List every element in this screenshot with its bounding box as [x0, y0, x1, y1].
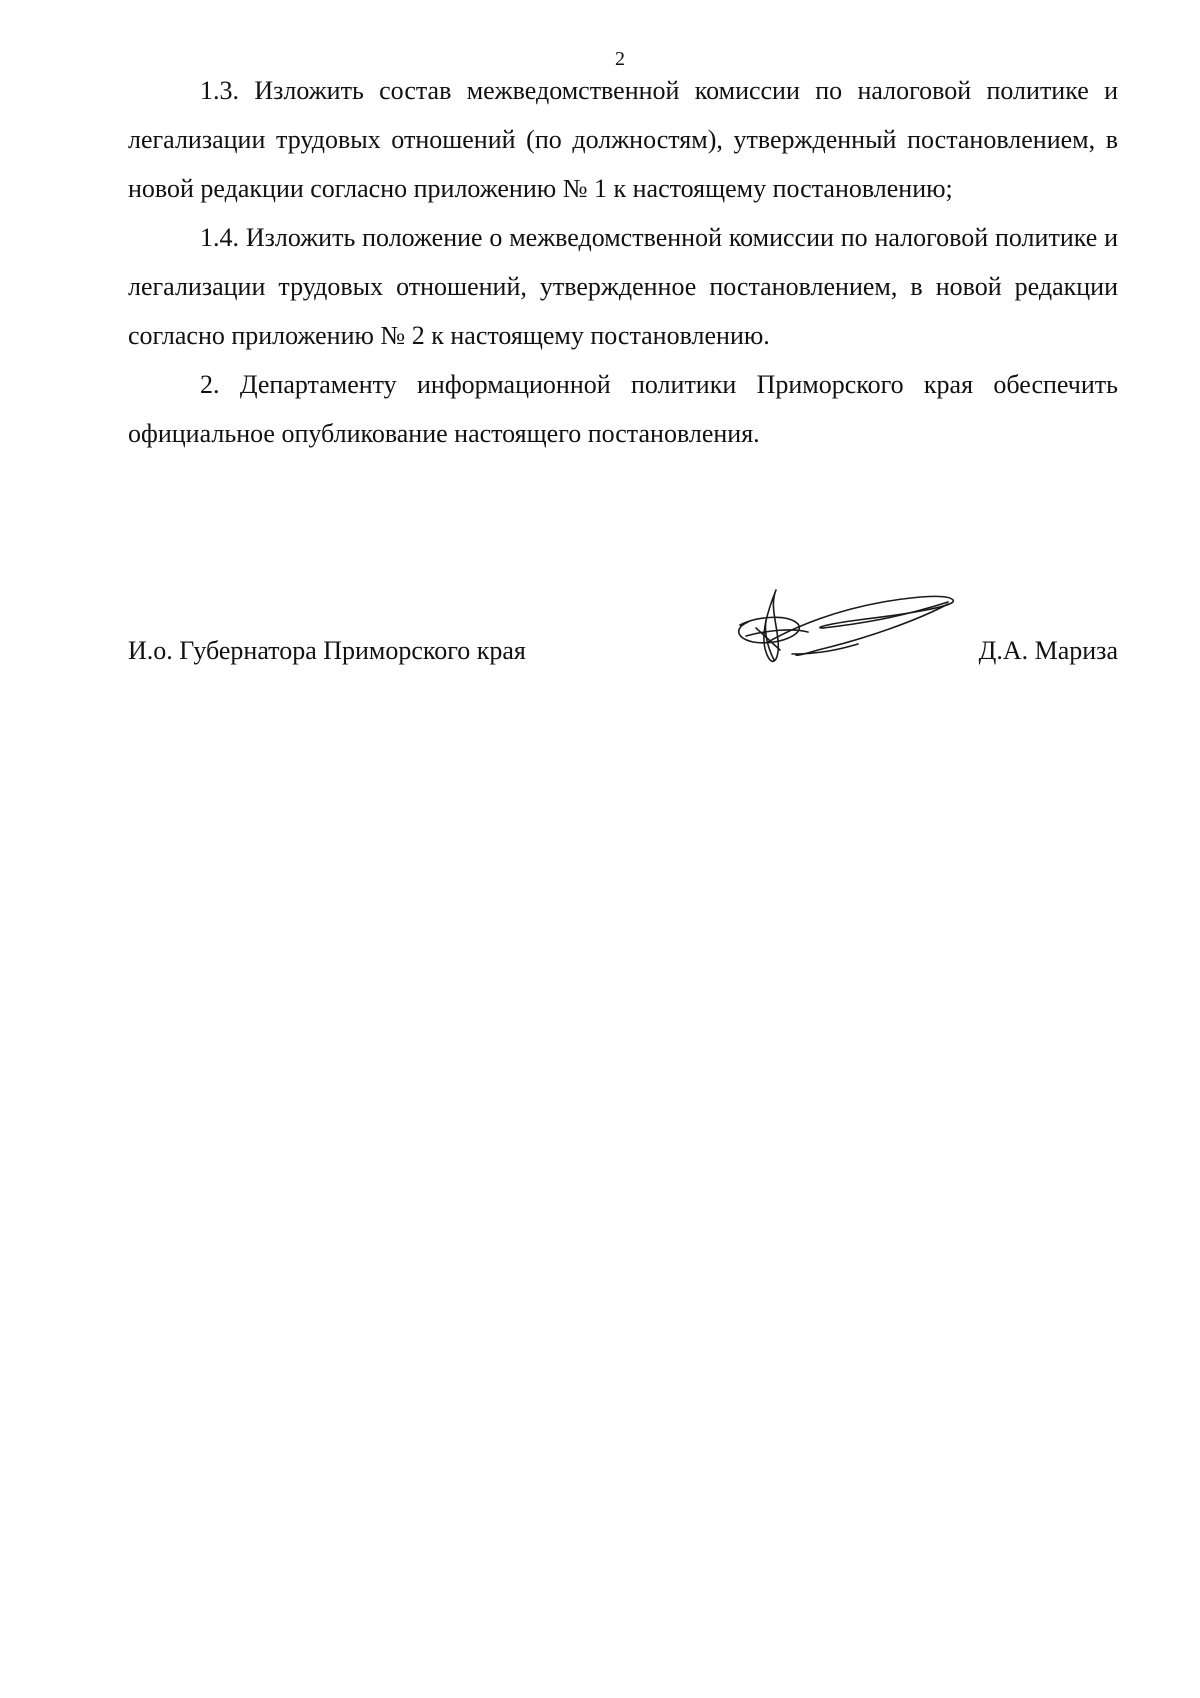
document-body	[128, 66, 1118, 458]
signatory-name: Д.А. Мариза	[978, 636, 1118, 665]
page-number: 2	[615, 48, 625, 70]
signature-block	[128, 580, 1118, 690]
signatory-position: И.о. Губернатора Приморского края	[128, 636, 526, 665]
paragraph-1-4: 1.4. Изложить положение о межведомственной комиссии по налоговой политике и легализации трудовых отношений, утвержденное постановлением, в новой редакции согласно приложению № 2 к настоящему постановлению.	[128, 223, 1118, 350]
handwritten-signature	[648, 580, 1048, 690]
paragraph-2: 2. Департаменту информационной политики Приморского края обеспечить официальное опубликование настоящего постановления.	[128, 370, 1118, 448]
paragraph-1-3: 1.3. Изложить состав межведомственной комиссии по налоговой политике и легализации трудовых отношений (по должностям), утвержденный постановлением, в новой редакции согласно приложению № 1 к настоящему постановлению;	[128, 76, 1118, 203]
